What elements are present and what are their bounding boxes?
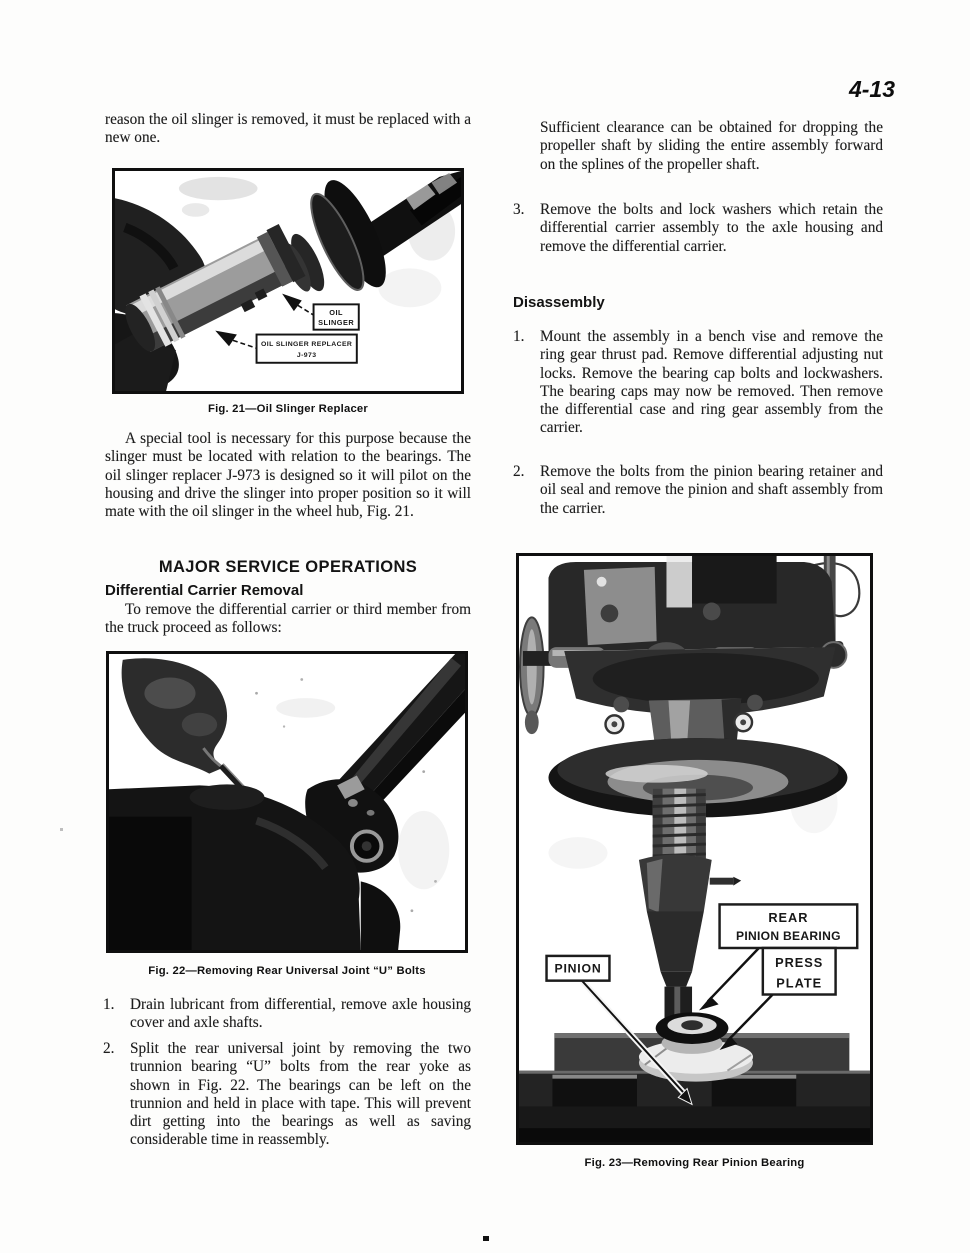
right-step-3: [513, 201, 883, 256]
step-text: Split the rear universal joint by removing the two trunnion bearing “U” bolts from the rear yoke as shown in Fig. 22. The bearings can be left on the trunnion and held in place with tape. This will prevent dirt getting into the bearings as well as saving considerable time in reassembly.: [130, 1040, 471, 1149]
press-plate-label-line2: PLATE: [776, 975, 823, 991]
heading-disassembly: Disassembly: [513, 294, 605, 311]
figure-22-photo: [106, 651, 468, 953]
scan-smudge: [179, 177, 258, 200]
left-step-1: [103, 996, 471, 1033]
rear-bearing-label-line1: REAR: [768, 910, 809, 926]
heading-major-service-operations: MAJOR SERVICE OPERATIONS: [158, 558, 418, 576]
step-number: 2.: [103, 1040, 115, 1057]
figure-23-photo: [516, 553, 873, 1145]
step-text: Remove the bolts from the pinion bearing retainer and oil seal and remove the pinion and shaft assembly from the carrier.: [540, 463, 883, 517]
replacer-label-line2: J-973: [296, 351, 317, 359]
left-step-2: [103, 1040, 471, 1150]
fig22-universal-joint-illustration: [109, 654, 465, 950]
scan-speck: [60, 828, 63, 831]
step-number: 1.: [513, 328, 525, 345]
oil-slinger-label-line1: OIL: [329, 308, 344, 318]
disassembly-step-2: [513, 463, 883, 518]
oil-slinger-label-line2: SLINGER: [318, 317, 355, 327]
rear-bearing-label-line2: PINION BEARING: [735, 929, 841, 944]
replacer-arrow: [215, 331, 237, 347]
step-number: 3.: [513, 201, 525, 218]
press-plate-label-line1: PRESS: [775, 954, 824, 970]
figure-23-caption: Fig. 23—Removing Rear Pinion Bearing: [584, 1157, 805, 1169]
step-text: Mount the assembly in a bench vise and remove the ring gear thrust pad. Remove differential adjusting nut locks. Remove the bearing cap bolts and lockwashers. The bearing caps may now be removed. Then remove the differential case and ring gear assembly from the carrier.: [540, 328, 883, 437]
page-number: 4-13: [848, 76, 895, 102]
paragraph-to-remove: To remove the differential carrier or third member from the truck proceed as follows:: [105, 601, 471, 637]
page-footer-mark: [483, 1236, 489, 1241]
paragraph-special-tool: A special tool is necessary for this purpose because the slinger must be located with relation to the bearings. The oil slinger replacer J-973 is designed so it will pilot on the housing and drive the slinger into proper position so it will mate with the oil slinger in the wheel hub, Fig. 21.: [105, 430, 471, 521]
paragraph-oil-slinger-continued: reason the oil slinger is removed, it must be replaced with a new one.: [105, 111, 471, 147]
figure-21-caption: Fig. 21—Oil Slinger Replacer: [207, 403, 369, 415]
press-screw: [653, 789, 706, 862]
figure-22-caption: Fig. 22—Removing Rear Universal Joint “U” Bolts: [148, 965, 426, 977]
step-number: 1.: [103, 996, 115, 1013]
figure-21-photo: [112, 168, 464, 394]
pinion-label: PINION: [554, 961, 602, 976]
step-text: Remove the bolts and lock washers which retain the differential carrier assembly to the axle housing and remove the differential carrier.: [540, 201, 883, 255]
oil-slinger-arrow: [282, 294, 302, 312]
fig21-oil-slinger-replacer-illustration: [115, 171, 461, 391]
rear-bearing-arrow: [708, 948, 759, 1001]
step-text: Drain lubricant from differential, remove axle housing cover and axle shafts.: [130, 996, 471, 1032]
disassembly-step-1: [513, 328, 883, 438]
step-number: 2.: [513, 463, 525, 480]
replacer-label-line1: OIL SLINGER REPLACER: [261, 341, 353, 349]
paragraph-sufficient-clearance: Sufficient clearance can be obtained for dropping the propeller shaft by sliding the entire assembly forward on the splines of the propeller shaft.: [540, 119, 883, 173]
heading-differential-carrier-removal: Differential Carrier Removal: [105, 582, 304, 599]
fig23-press-illustration: [519, 556, 870, 1142]
